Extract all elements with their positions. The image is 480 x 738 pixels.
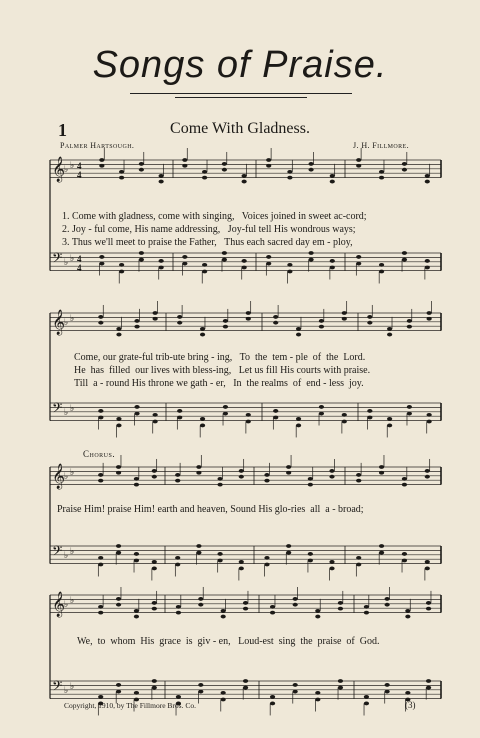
note-head xyxy=(98,473,103,477)
note-head xyxy=(139,168,144,172)
flat-sign: ♭ xyxy=(64,257,69,267)
note-head xyxy=(134,483,139,487)
note-head xyxy=(364,695,369,699)
note-head xyxy=(99,158,104,162)
note-head xyxy=(222,162,227,166)
note-head xyxy=(425,475,430,479)
note-head xyxy=(159,266,164,270)
note-head xyxy=(426,601,431,605)
note-head xyxy=(425,560,430,564)
note-head xyxy=(119,176,124,180)
note-head xyxy=(402,168,407,172)
note-head xyxy=(116,465,121,469)
note-head xyxy=(356,563,361,567)
note-head xyxy=(159,259,164,263)
note-head xyxy=(426,607,431,611)
note-head xyxy=(198,603,203,607)
note-head xyxy=(202,170,207,174)
note-head xyxy=(153,317,158,321)
note-head xyxy=(116,471,121,475)
note-head xyxy=(296,424,301,428)
note-head xyxy=(407,325,412,329)
note-head xyxy=(342,413,347,417)
note-head xyxy=(159,174,164,178)
note-head xyxy=(223,412,228,416)
note-head xyxy=(387,417,392,421)
note-head xyxy=(367,315,372,319)
note-head xyxy=(221,609,226,613)
flat-sign: ♭ xyxy=(70,313,75,323)
note-head xyxy=(342,317,347,321)
note-head xyxy=(177,321,182,325)
note-head xyxy=(139,251,144,255)
flat-sign: ♭ xyxy=(64,550,69,560)
note-head xyxy=(356,262,361,266)
note-head xyxy=(98,315,103,319)
note-head xyxy=(266,255,271,259)
note-head xyxy=(116,597,121,601)
note-head xyxy=(98,409,103,413)
note-head xyxy=(402,483,407,487)
note-head xyxy=(385,683,390,687)
note-head xyxy=(387,327,392,331)
note-head xyxy=(426,686,431,690)
flat-sign: ♭ xyxy=(70,546,75,556)
note-head xyxy=(379,465,384,469)
note-head xyxy=(243,601,248,605)
note-head xyxy=(222,258,227,262)
note-head xyxy=(356,164,361,168)
note-head xyxy=(202,176,207,180)
note-head xyxy=(308,483,313,487)
lyric-line: We, to whom His grace is giv - en, Loud-est sing the praise of God. xyxy=(77,636,380,647)
note-head xyxy=(242,174,247,178)
note-head xyxy=(99,164,104,168)
note-head xyxy=(425,266,430,270)
note-head xyxy=(200,424,205,428)
note-head xyxy=(134,559,139,563)
note-head xyxy=(264,473,269,477)
note-head xyxy=(273,321,278,325)
time-signature: 4 xyxy=(77,170,82,180)
note-head xyxy=(364,611,369,615)
note-head xyxy=(98,479,103,483)
note-head xyxy=(330,180,335,184)
note-head xyxy=(177,315,182,319)
lyricist-credit: Palmer Hartsough. xyxy=(60,141,135,150)
note-head xyxy=(379,176,384,180)
lyric-line: 3. Thus we'll meet to praise the Father, Thus each sacred day em - ploy, xyxy=(62,237,353,248)
note-head xyxy=(134,691,139,695)
note-head xyxy=(402,477,407,481)
note-head xyxy=(367,321,372,325)
note-head xyxy=(407,319,412,323)
chorus-label: Chorus. xyxy=(83,449,116,459)
note-head xyxy=(387,424,392,428)
note-head xyxy=(152,607,157,611)
treble-clef: 𝄞 xyxy=(52,310,66,335)
note-head xyxy=(385,597,390,601)
note-head xyxy=(98,563,103,567)
flat-sign: ♭ xyxy=(64,471,69,481)
note-head xyxy=(407,412,412,416)
flat-sign: ♭ xyxy=(70,467,75,477)
note-head xyxy=(221,698,226,702)
flat-sign: ♭ xyxy=(70,160,75,170)
note-head xyxy=(402,559,407,563)
note-head xyxy=(217,483,222,487)
note-head xyxy=(296,333,301,337)
note-head xyxy=(223,325,228,329)
note-head xyxy=(356,255,361,259)
note-head xyxy=(182,262,187,266)
note-head xyxy=(425,174,430,178)
note-head xyxy=(217,477,222,481)
note-head xyxy=(200,333,205,337)
note-head xyxy=(308,552,313,556)
note-head xyxy=(134,615,139,619)
page-number: (3) xyxy=(405,700,416,710)
note-head xyxy=(293,690,298,694)
note-head xyxy=(293,683,298,687)
note-head xyxy=(425,469,430,473)
hymn-number: 1 xyxy=(58,120,67,140)
note-head xyxy=(153,420,158,424)
lyric-line: 1. Come with gladness, come with singing, Voices joined in sweet ac-cord; xyxy=(62,211,367,222)
note-head xyxy=(198,683,203,687)
note-head xyxy=(286,544,291,548)
note-head xyxy=(243,607,248,611)
note-head xyxy=(296,417,301,421)
note-head xyxy=(175,473,180,477)
note-head xyxy=(177,416,182,420)
note-head xyxy=(175,479,180,483)
note-head xyxy=(308,168,313,172)
bass-clef: 𝄢 xyxy=(52,678,63,697)
note-head xyxy=(270,702,275,706)
note-head xyxy=(286,465,291,469)
note-head xyxy=(246,317,251,321)
note-head xyxy=(182,158,187,162)
note-head xyxy=(243,686,248,690)
note-head xyxy=(152,686,157,690)
note-head xyxy=(405,609,410,613)
note-head xyxy=(116,333,121,337)
bass-clef: 𝄢 xyxy=(52,250,63,269)
note-head xyxy=(217,559,222,563)
note-head xyxy=(427,311,432,315)
note-head xyxy=(153,413,158,417)
note-head xyxy=(308,559,313,563)
note-head xyxy=(385,690,390,694)
note-head xyxy=(402,552,407,556)
note-head xyxy=(152,567,157,571)
note-head xyxy=(364,605,369,609)
lyric-line: Praise Him! praise Him! earth and heaven, Sound His glo-ries all a - broad; xyxy=(57,504,364,515)
note-head xyxy=(202,263,207,267)
note-head xyxy=(266,262,271,266)
note-head xyxy=(134,412,139,416)
note-head xyxy=(239,469,244,473)
note-head xyxy=(116,327,121,331)
note-head xyxy=(338,686,343,690)
note-head xyxy=(367,416,372,420)
note-head xyxy=(425,567,430,571)
note-head xyxy=(246,420,251,424)
flat-sign: ♭ xyxy=(64,317,69,327)
note-head xyxy=(152,560,157,564)
note-head xyxy=(134,325,139,329)
note-head xyxy=(221,691,226,695)
note-head xyxy=(222,168,227,172)
note-head xyxy=(330,259,335,263)
note-head xyxy=(242,180,247,184)
note-head xyxy=(425,180,430,184)
note-head xyxy=(270,695,275,699)
note-head xyxy=(223,319,228,323)
note-head xyxy=(176,695,181,699)
note-head xyxy=(402,162,407,166)
note-head xyxy=(134,477,139,481)
hymn-title: Come With Gladness. xyxy=(170,120,310,137)
note-head xyxy=(196,551,201,555)
lyric-line: Come, our grate-ful trib-ute bring - ing, To the tem - ple of the Lord. xyxy=(74,352,366,363)
note-head xyxy=(134,609,139,613)
lyric-line: 2. Joy - ful come, His name addressing, Joy-ful tell His wondrous ways; xyxy=(62,224,356,235)
note-head xyxy=(387,333,392,337)
treble-clef: 𝄞 xyxy=(52,157,66,182)
note-head xyxy=(379,544,384,548)
note-head xyxy=(273,315,278,319)
note-head xyxy=(329,560,334,564)
note-head xyxy=(330,266,335,270)
book-title: Songs of Praise. xyxy=(92,44,388,86)
note-head xyxy=(242,259,247,263)
note-head xyxy=(116,603,121,607)
note-head xyxy=(116,544,121,548)
note-head xyxy=(338,601,343,605)
note-head xyxy=(287,263,292,267)
note-head xyxy=(200,327,205,331)
note-head xyxy=(308,162,313,166)
note-head xyxy=(296,327,301,331)
note-head xyxy=(319,405,324,409)
note-head xyxy=(217,552,222,556)
note-head xyxy=(116,551,121,555)
note-head xyxy=(329,475,334,479)
note-head xyxy=(242,266,247,270)
note-head xyxy=(402,258,407,262)
note-head xyxy=(425,259,430,263)
note-head xyxy=(159,180,164,184)
note-head xyxy=(264,556,269,560)
flat-sign: ♭ xyxy=(70,253,75,263)
note-head xyxy=(264,479,269,483)
note-head xyxy=(266,158,271,162)
note-head xyxy=(329,567,334,571)
note-head xyxy=(315,615,320,619)
note-head xyxy=(308,477,313,481)
note-head xyxy=(98,556,103,560)
note-head xyxy=(98,605,103,609)
note-head xyxy=(175,556,180,560)
note-head xyxy=(287,270,292,274)
note-head xyxy=(243,679,248,683)
note-head xyxy=(153,311,158,315)
note-head xyxy=(427,317,432,321)
note-head xyxy=(116,683,121,687)
note-head xyxy=(342,311,347,315)
note-head xyxy=(379,471,384,475)
note-head xyxy=(379,551,384,555)
flat-sign: ♭ xyxy=(70,595,75,605)
note-head xyxy=(175,563,180,567)
flat-sign: ♭ xyxy=(64,685,69,695)
note-head xyxy=(98,611,103,615)
note-head xyxy=(286,471,291,475)
note-head xyxy=(293,603,298,607)
note-head xyxy=(379,263,384,267)
note-head xyxy=(134,552,139,556)
time-signature: 4 xyxy=(77,161,82,171)
note-head xyxy=(338,607,343,611)
note-head xyxy=(119,263,124,267)
note-head xyxy=(198,690,203,694)
note-head xyxy=(152,679,157,683)
note-head xyxy=(315,609,320,613)
note-head xyxy=(356,473,361,477)
note-head xyxy=(407,405,412,409)
note-head xyxy=(379,270,384,274)
note-head xyxy=(356,158,361,162)
note-head xyxy=(99,255,104,259)
note-head xyxy=(116,690,121,694)
note-head xyxy=(427,420,432,424)
lyric-line: Till a - round His throne we gath - er, In the realms of end - less joy. xyxy=(74,378,364,389)
composer-credit: J. H. Fillmore. xyxy=(353,141,410,150)
note-head xyxy=(367,409,372,413)
copyright-notice: Copyright, 1910, by The Fillmore Bros. Co. xyxy=(64,701,196,710)
bass-clef: 𝄢 xyxy=(52,400,63,419)
note-head xyxy=(152,601,157,605)
note-head xyxy=(319,412,324,416)
note-head xyxy=(319,319,324,323)
time-signature: 4 xyxy=(77,263,82,273)
note-head xyxy=(196,471,201,475)
note-head xyxy=(99,262,104,266)
note-head xyxy=(266,164,271,168)
note-head xyxy=(329,469,334,473)
lyric-line: He has filled our lives with bless-ing, Let us fill His courts with praise. xyxy=(74,365,371,376)
note-head xyxy=(223,405,228,409)
flat-sign: ♭ xyxy=(70,403,75,413)
note-head xyxy=(270,605,275,609)
bass-clef: 𝄢 xyxy=(52,543,63,562)
note-head xyxy=(152,469,157,473)
note-head xyxy=(134,405,139,409)
note-head xyxy=(273,416,278,420)
note-head xyxy=(246,311,251,315)
note-head xyxy=(273,409,278,413)
note-head xyxy=(293,597,298,601)
note-head xyxy=(196,465,201,469)
note-head xyxy=(308,251,313,255)
note-head xyxy=(202,270,207,274)
treble-clef: 𝄞 xyxy=(52,592,66,617)
note-head xyxy=(330,174,335,178)
note-head xyxy=(196,544,201,548)
note-head xyxy=(116,424,121,428)
note-head xyxy=(356,556,361,560)
note-head xyxy=(98,416,103,420)
note-head xyxy=(176,611,181,615)
note-head xyxy=(119,170,124,174)
note-head xyxy=(200,417,205,421)
note-head xyxy=(319,325,324,329)
note-head xyxy=(308,258,313,262)
note-head xyxy=(356,479,361,483)
note-head xyxy=(338,679,343,683)
note-head xyxy=(152,475,157,479)
note-head xyxy=(182,164,187,168)
note-head xyxy=(239,475,244,479)
note-head xyxy=(177,409,182,413)
note-head xyxy=(116,417,121,421)
note-head xyxy=(315,691,320,695)
note-head xyxy=(176,605,181,609)
note-head xyxy=(287,170,292,174)
note-head xyxy=(264,563,269,567)
note-head xyxy=(405,691,410,695)
note-head xyxy=(426,679,431,683)
flat-sign: ♭ xyxy=(64,599,69,609)
note-head xyxy=(342,420,347,424)
flat-sign: ♭ xyxy=(64,407,69,417)
note-head xyxy=(286,551,291,555)
note-head xyxy=(239,567,244,571)
note-head xyxy=(379,170,384,174)
note-head xyxy=(402,251,407,255)
note-head xyxy=(270,611,275,615)
time-signature: 4 xyxy=(77,254,82,264)
note-head xyxy=(246,413,251,417)
note-head xyxy=(134,319,139,323)
treble-clef: 𝄞 xyxy=(52,464,66,489)
note-head xyxy=(385,603,390,607)
note-head xyxy=(221,615,226,619)
note-head xyxy=(287,176,292,180)
note-head xyxy=(182,255,187,259)
note-head xyxy=(364,702,369,706)
note-head xyxy=(315,698,320,702)
note-head xyxy=(139,258,144,262)
note-head xyxy=(239,560,244,564)
note-head xyxy=(427,413,432,417)
note-head xyxy=(405,615,410,619)
flat-sign: ♭ xyxy=(64,164,69,174)
note-head xyxy=(98,695,103,699)
note-head xyxy=(222,251,227,255)
note-head xyxy=(119,270,124,274)
note-head xyxy=(98,321,103,325)
flat-sign: ♭ xyxy=(70,681,75,691)
note-head xyxy=(139,162,144,166)
note-head xyxy=(198,597,203,601)
